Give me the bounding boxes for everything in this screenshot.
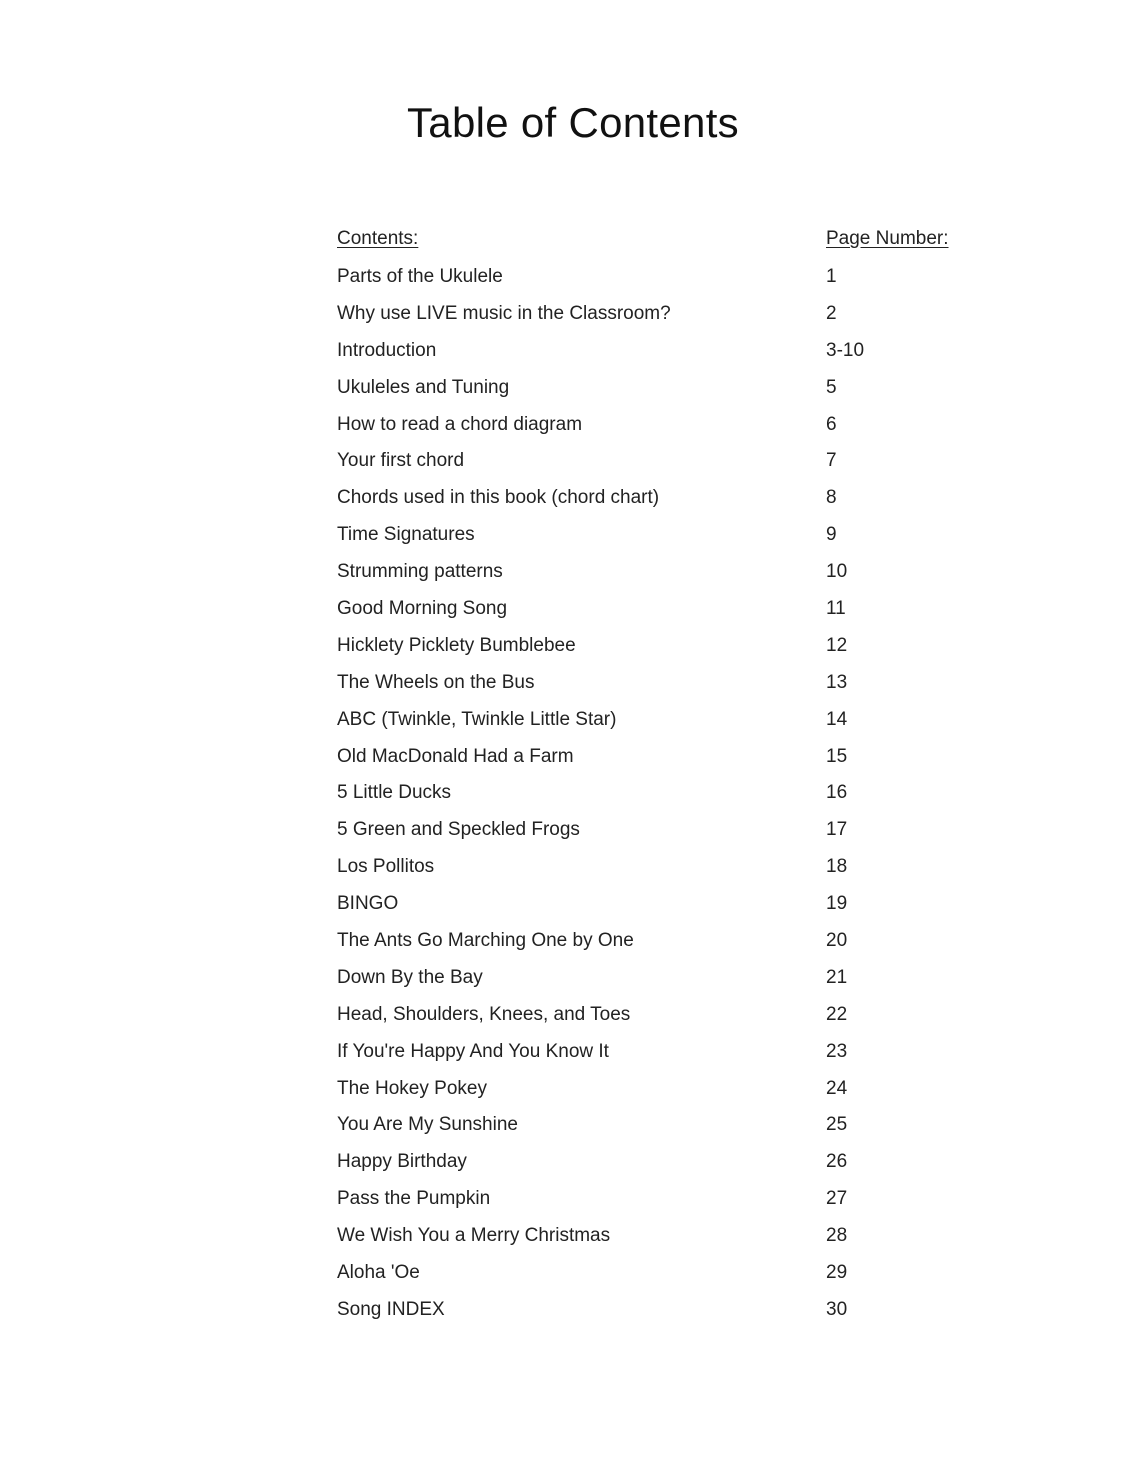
toc-entry-title: The Ants Go Marching One by One bbox=[337, 930, 634, 952]
toc-entry bbox=[0, 1037, 1140, 1074]
toc-entry bbox=[0, 1221, 1140, 1258]
toc-entry-page: 5 bbox=[826, 376, 837, 398]
toc-entry-page: 20 bbox=[826, 930, 848, 952]
toc-entry bbox=[0, 742, 1140, 779]
toc-entry-title: Chords used in this book (chord chart) bbox=[337, 487, 660, 509]
toc-entry-page: 12 bbox=[826, 634, 848, 656]
toc-entry bbox=[0, 1147, 1140, 1184]
toc-entry-page: 25 bbox=[826, 1114, 848, 1136]
toc-entry bbox=[0, 889, 1140, 926]
toc-entry bbox=[0, 557, 1140, 594]
toc-entry-title: The Hokey Pokey bbox=[337, 1077, 487, 1099]
toc-list bbox=[0, 262, 1140, 1332]
toc-entry-title: Song INDEX bbox=[337, 1298, 445, 1320]
toc-entry-page: 11 bbox=[826, 598, 846, 620]
toc-entry-title: Parts of the Ukulele bbox=[337, 266, 503, 287]
toc-entry-title: Happy Birthday bbox=[337, 1151, 467, 1173]
page-number-column-label: Page Number: bbox=[826, 228, 949, 249]
toc-entry bbox=[0, 594, 1140, 631]
toc-entry-title: Ukuleles and Tuning bbox=[337, 376, 510, 398]
toc-entry bbox=[0, 446, 1140, 483]
toc-entry-page: 3-10 bbox=[826, 339, 865, 361]
toc-entry-title: Hicklety Picklety Bumblebee bbox=[337, 634, 576, 656]
toc-entry bbox=[0, 815, 1140, 852]
page-title: Table of Contents bbox=[407, 99, 739, 146]
toc-entry-title: Good Morning Song bbox=[337, 598, 508, 620]
toc-entry-title: 5 Green and Speckled Frogs bbox=[337, 819, 580, 841]
toc-entry bbox=[0, 705, 1140, 742]
toc-entry-title: BINGO bbox=[337, 893, 399, 915]
toc-entry-page: 24 bbox=[826, 1077, 848, 1099]
toc-entry bbox=[0, 852, 1140, 889]
toc-entry-page: 28 bbox=[826, 1225, 848, 1247]
toc-entry-title: Aloha 'Oe bbox=[337, 1262, 420, 1284]
toc-entry-title: Los Pollitos bbox=[337, 856, 435, 878]
toc-entry-title: The Wheels on the Bus bbox=[337, 671, 535, 693]
toc-entry-page: 1 bbox=[826, 266, 837, 287]
toc-entry-page: 26 bbox=[826, 1151, 848, 1173]
toc-entry-title: Time Signatures bbox=[337, 524, 475, 546]
toc-entry bbox=[0, 778, 1140, 815]
toc-entry bbox=[0, 373, 1140, 410]
toc-entry-title: ABC (Twinkle, Twinkle Little Star) bbox=[337, 708, 617, 730]
toc-entry bbox=[0, 631, 1140, 668]
toc-entry-page: 9 bbox=[826, 524, 837, 546]
toc-entry bbox=[0, 1110, 1140, 1147]
toc-entry-page: 23 bbox=[826, 1040, 848, 1062]
toc-entry bbox=[0, 336, 1140, 373]
toc-entry bbox=[0, 963, 1140, 1000]
toc-entry bbox=[0, 1258, 1140, 1295]
toc-entry-page: 13 bbox=[826, 671, 848, 693]
toc-entry-title: Strumming patterns bbox=[337, 561, 503, 583]
toc-entry-page: 21 bbox=[826, 966, 848, 988]
toc-entry-title: We Wish You a Merry Christmas bbox=[337, 1225, 611, 1247]
toc-entry-page: 22 bbox=[826, 1003, 848, 1025]
toc-entry-page: 14 bbox=[826, 708, 848, 730]
toc-entry-title: Down By the Bay bbox=[337, 966, 483, 988]
toc-entry-page: 2 bbox=[826, 302, 837, 324]
toc-entry-title: Pass the Pumpkin bbox=[337, 1188, 491, 1210]
toc-entry-title: Your first chord bbox=[337, 450, 465, 472]
toc-entry-title: How to read a chord diagram bbox=[337, 413, 583, 435]
toc-entry-page: 6 bbox=[826, 413, 837, 435]
toc-entry bbox=[0, 299, 1140, 336]
toc-entry bbox=[0, 1000, 1140, 1037]
toc-header bbox=[0, 228, 1140, 258]
toc-entry-page: 15 bbox=[826, 745, 848, 767]
toc-entry-page: 8 bbox=[826, 487, 837, 509]
contents-column-label: Contents: bbox=[337, 228, 419, 249]
toc-entry bbox=[0, 262, 1140, 299]
toc-entry bbox=[0, 410, 1140, 447]
toc-entry-page: 16 bbox=[826, 782, 848, 804]
toc-entry bbox=[0, 668, 1140, 705]
toc-entry-title: If You're Happy And You Know It bbox=[337, 1040, 609, 1062]
toc-entry-page: 29 bbox=[826, 1262, 848, 1284]
toc-entry-title: 5 Little Ducks bbox=[337, 782, 452, 804]
toc-entry-page: 30 bbox=[826, 1298, 848, 1320]
toc-entry bbox=[0, 520, 1140, 557]
toc-entry-page: 10 bbox=[826, 561, 848, 583]
toc-entry bbox=[0, 1295, 1140, 1332]
toc-entry-page: 27 bbox=[826, 1188, 848, 1210]
toc-entry-title: Introduction bbox=[337, 339, 437, 361]
toc-entry-title: Why use LIVE music in the Classroom? bbox=[337, 302, 671, 324]
toc-entry-page: 17 bbox=[826, 819, 848, 841]
toc-entry-title: You Are My Sunshine bbox=[337, 1114, 518, 1136]
toc-entry bbox=[0, 1074, 1140, 1111]
toc-entry-page: 7 bbox=[826, 450, 837, 472]
toc-entry-title: Head, Shoulders, Knees, and Toes bbox=[337, 1003, 631, 1025]
toc-entry-title: Old MacDonald Had a Farm bbox=[337, 745, 574, 767]
toc-entry bbox=[0, 1184, 1140, 1221]
toc-entry bbox=[0, 926, 1140, 963]
toc-entry-page: 18 bbox=[826, 856, 848, 878]
toc-entry bbox=[0, 483, 1140, 520]
toc-entry-page: 19 bbox=[826, 893, 848, 915]
